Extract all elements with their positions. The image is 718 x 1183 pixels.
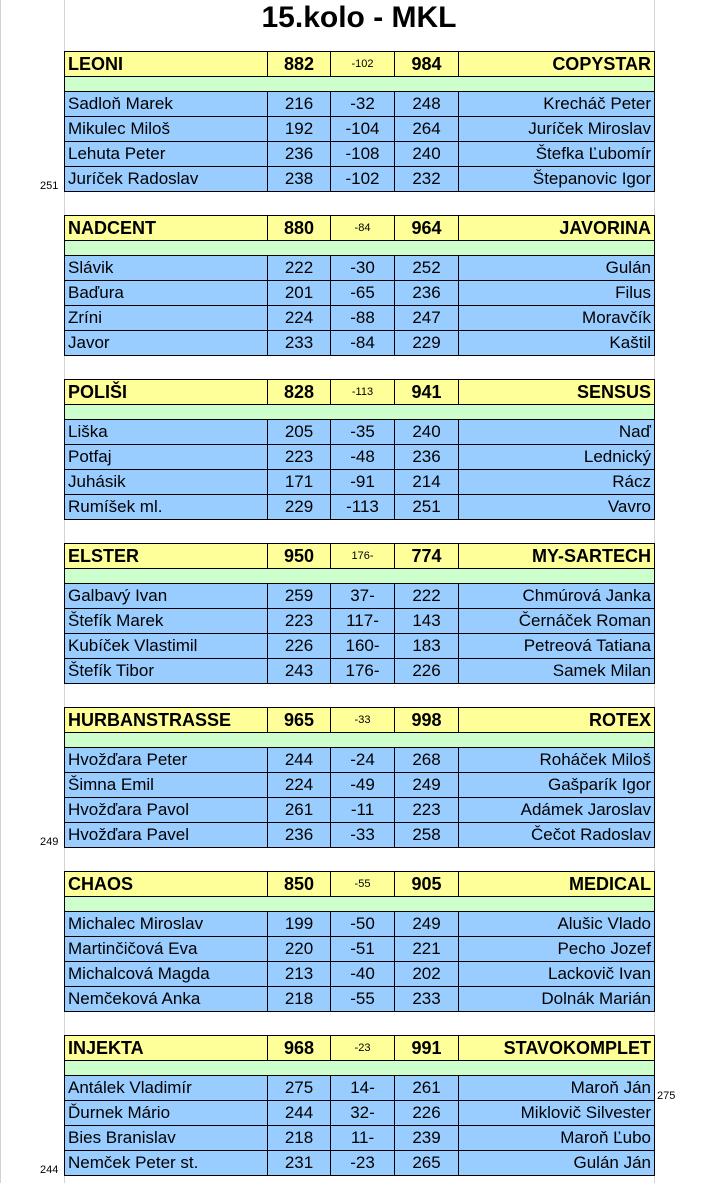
home-total: 965 [268,708,331,733]
away-score: 229 [395,331,459,356]
home-total: 968 [268,1036,331,1061]
home-score: 275 [268,1076,331,1101]
player-row [65,659,655,684]
match-table [64,1035,655,1176]
home-total: 950 [268,544,331,569]
home-score: 236 [268,142,331,167]
side-note: 275 [657,1090,676,1102]
away-team: COPYSTAR [459,52,655,77]
away-score: 202 [395,962,459,987]
match-block [64,543,654,684]
away-score: 252 [395,256,459,281]
away-player: Štefka Ľubomír [459,142,655,167]
home-team: NADCENT [65,216,268,241]
side-note: 251 [40,180,59,192]
away-total: 941 [395,380,459,405]
away-team: SENSUS [459,380,655,405]
separator-row [65,1061,655,1076]
running-difference: -48 [331,445,395,470]
separator-cell [65,897,655,912]
running-difference: 160- [331,634,395,659]
running-difference: -113 [331,495,395,520]
away-score: 232 [395,167,459,192]
away-player: Dolnák Marián [459,987,655,1012]
player-row [65,823,655,848]
home-score: 226 [268,634,331,659]
player-row [65,306,655,331]
away-score: 236 [395,281,459,306]
away-total: 991 [395,1036,459,1061]
running-difference: -55 [331,987,395,1012]
running-difference: -102 [331,167,395,192]
home-player: Martinčičová Eva [65,937,268,962]
player-row [65,167,655,192]
player-row [65,331,655,356]
player-row [65,495,655,520]
home-score: 244 [268,1101,331,1126]
match-header-row [65,1036,655,1061]
running-difference: -50 [331,912,395,937]
separator-cell [65,1061,655,1076]
match-header-row [65,52,655,77]
away-score: 223 [395,798,459,823]
player-row [65,1076,655,1101]
home-score: 192 [268,117,331,142]
home-player: Antálek Vladimír [65,1076,268,1101]
away-player: Štepanovic Igor [459,167,655,192]
running-difference: 32- [331,1101,395,1126]
player-row [65,912,655,937]
home-score: 233 [268,331,331,356]
away-score: 226 [395,659,459,684]
home-player: Hvožďara Peter [65,748,268,773]
player-row [65,584,655,609]
away-player: Pecho Jozef [459,937,655,962]
running-difference: -49 [331,773,395,798]
away-score: 251 [395,495,459,520]
match-header-row [65,708,655,733]
home-player: Kubíček Vlastimil [65,634,268,659]
separator-cell [65,733,655,748]
home-total: 850 [268,872,331,897]
separator-row [65,569,655,584]
running-difference: -32 [331,92,395,117]
match-table [64,707,655,848]
match-table [64,379,655,520]
home-team: LEONI [65,52,268,77]
away-player: Gašparík Igor [459,773,655,798]
player-row [65,962,655,987]
home-score: 229 [268,495,331,520]
home-score: 216 [268,92,331,117]
home-player: Hvožďara Pavel [65,823,268,848]
running-difference: -84 [331,331,395,356]
home-player: Bies Branislav [65,1126,268,1151]
home-score: 244 [268,748,331,773]
away-score: 261 [395,1076,459,1101]
home-player: Slávik [65,256,268,281]
home-score: 224 [268,306,331,331]
match-table [64,871,655,1012]
away-total: 984 [395,52,459,77]
home-score: 201 [268,281,331,306]
away-score: 268 [395,748,459,773]
total-difference: -23 [331,1036,395,1061]
running-difference: -24 [331,748,395,773]
match-block [64,51,654,192]
separator-cell [65,241,655,256]
home-team: ELSTER [65,544,268,569]
home-score: 222 [268,256,331,281]
away-score: 236 [395,445,459,470]
home-score: 259 [268,584,331,609]
player-row [65,634,655,659]
away-player: Gulán [459,256,655,281]
home-score: 218 [268,987,331,1012]
running-difference: -88 [331,306,395,331]
running-difference: -91 [331,470,395,495]
home-player: Mikulec Miloš [65,117,268,142]
home-player: Ďurnek Mário [65,1101,268,1126]
player-row [65,445,655,470]
match-header-row [65,544,655,569]
away-player: Kaštil [459,331,655,356]
home-player: Liška [65,420,268,445]
away-score: 240 [395,420,459,445]
home-player: Nemčeková Anka [65,987,268,1012]
home-player: Rumíšek ml. [65,495,268,520]
away-score: 183 [395,634,459,659]
player-row [65,1126,655,1151]
away-score: 249 [395,773,459,798]
separator-cell [65,77,655,92]
away-score: 264 [395,117,459,142]
home-team: POLIŠI [65,380,268,405]
separator-row [65,77,655,92]
away-score: 214 [395,470,459,495]
home-score: 223 [268,445,331,470]
away-score: 258 [395,823,459,848]
home-team: CHAOS [65,872,268,897]
away-player: Maroň Ľubo [459,1126,655,1151]
home-total: 882 [268,52,331,77]
away-score: 247 [395,306,459,331]
away-player: Lednický [459,445,655,470]
running-difference: -104 [331,117,395,142]
home-score: 205 [268,420,331,445]
away-player: Moravčík [459,306,655,331]
player-row [65,937,655,962]
away-player: Rácz [459,470,655,495]
side-note: 244 [40,1164,59,1176]
home-score: 220 [268,937,331,962]
player-row [65,798,655,823]
running-difference: -108 [331,142,395,167]
separator-cell [65,569,655,584]
home-score: 243 [268,659,331,684]
player-row [65,470,655,495]
home-score: 261 [268,798,331,823]
running-difference: -23 [331,1151,395,1176]
match-table [64,543,655,684]
away-player: Samek Milan [459,659,655,684]
home-score: 218 [268,1126,331,1151]
player-row [65,987,655,1012]
separator-row [65,897,655,912]
home-score: 236 [268,823,331,848]
match-header-row [65,216,655,241]
home-player: Javor [65,331,268,356]
home-player: Baďura [65,281,268,306]
running-difference: -11 [331,798,395,823]
total-difference: -33 [331,708,395,733]
away-player: Chmúrová Janka [459,584,655,609]
separator-row [65,241,655,256]
match-header-row [65,380,655,405]
home-team: INJEKTA [65,1036,268,1061]
home-score: 231 [268,1151,331,1176]
separator-row [65,405,655,420]
away-player: Čečot Radoslav [459,823,655,848]
away-player: Maroň Ján [459,1076,655,1101]
total-difference: -113 [331,380,395,405]
running-difference: 117- [331,609,395,634]
side-note: 249 [40,836,59,848]
away-score: 221 [395,937,459,962]
home-player: Šimna Emil [65,773,268,798]
home-player: Juhásik [65,470,268,495]
home-player: Galbavý Ivan [65,584,268,609]
home-score: 213 [268,962,331,987]
player-row [65,92,655,117]
running-difference: -65 [331,281,395,306]
home-total: 828 [268,380,331,405]
away-total: 774 [395,544,459,569]
total-difference: -84 [331,216,395,241]
away-score: 265 [395,1151,459,1176]
home-player: Štefík Marek [65,609,268,634]
player-row [65,256,655,281]
home-player: Sadloň Marek [65,92,268,117]
home-player: Lehuta Peter [65,142,268,167]
home-player: Nemček Peter st. [65,1151,268,1176]
away-team: ROTEX [459,708,655,733]
running-difference: 11- [331,1126,395,1151]
away-score: 222 [395,584,459,609]
away-total: 905 [395,872,459,897]
away-score: 249 [395,912,459,937]
running-difference: 14- [331,1076,395,1101]
running-difference: -51 [331,937,395,962]
home-player: Hvožďara Pavol [65,798,268,823]
page-title: 15.kolo - MKL [261,1,457,34]
away-team: MEDICAL [459,872,655,897]
away-score: 239 [395,1126,459,1151]
separator-row [65,733,655,748]
away-player: Lackovič Ivan [459,962,655,987]
away-player: Adámek Jaroslav [459,798,655,823]
player-row [65,1101,655,1126]
home-player: Michalcová Magda [65,962,268,987]
match-block [64,871,654,1012]
match-block [64,707,654,848]
running-difference: -40 [331,962,395,987]
home-player: Potfaj [65,445,268,470]
away-score: 226 [395,1101,459,1126]
away-player: Vavro [459,495,655,520]
away-score: 248 [395,92,459,117]
home-score: 171 [268,470,331,495]
away-player: Juríček Miroslav [459,117,655,142]
player-row [65,420,655,445]
total-difference: -55 [331,872,395,897]
away-score: 233 [395,987,459,1012]
match-block [64,379,654,520]
home-score: 223 [268,609,331,634]
player-row [65,117,655,142]
away-total: 998 [395,708,459,733]
player-row [65,773,655,798]
home-score: 224 [268,773,331,798]
away-team: STAVOKOMPLET [459,1036,655,1061]
home-total: 880 [268,216,331,241]
away-player: Naď [459,420,655,445]
away-player: Alušic Vlado [459,912,655,937]
away-total: 964 [395,216,459,241]
away-player: Roháček Miloš [459,748,655,773]
player-row [65,281,655,306]
away-player: Černáček Roman [459,609,655,634]
away-team: MY-SARTECH [459,544,655,569]
home-score: 199 [268,912,331,937]
away-player: Filus [459,281,655,306]
away-team: JAVORINA [459,216,655,241]
match-block [64,215,654,356]
home-player: Michalec Miroslav [65,912,268,937]
player-row [65,748,655,773]
home-player: Štefík Tibor [65,659,268,684]
match-table [64,51,655,192]
running-difference: -30 [331,256,395,281]
home-team: HURBANSTRASSE [65,708,268,733]
away-score: 143 [395,609,459,634]
running-difference: 37- [331,584,395,609]
running-difference: -35 [331,420,395,445]
separator-cell [65,405,655,420]
player-row [65,1151,655,1176]
home-player: Zríni [65,306,268,331]
total-difference: 176- [331,544,395,569]
away-score: 240 [395,142,459,167]
total-difference: -102 [331,52,395,77]
away-player: Gulán Ján [459,1151,655,1176]
match-table [64,215,655,356]
player-row [65,142,655,167]
running-difference: 176- [331,659,395,684]
home-player: Juríček Radoslav [65,167,268,192]
match-header-row [65,872,655,897]
home-score: 238 [268,167,331,192]
match-block [64,1035,654,1176]
player-row [65,609,655,634]
away-player: Krecháč Peter [459,92,655,117]
away-player: Petreová Tatiana [459,634,655,659]
away-player: Miklovič Silvester [459,1101,655,1126]
running-difference: -33 [331,823,395,848]
